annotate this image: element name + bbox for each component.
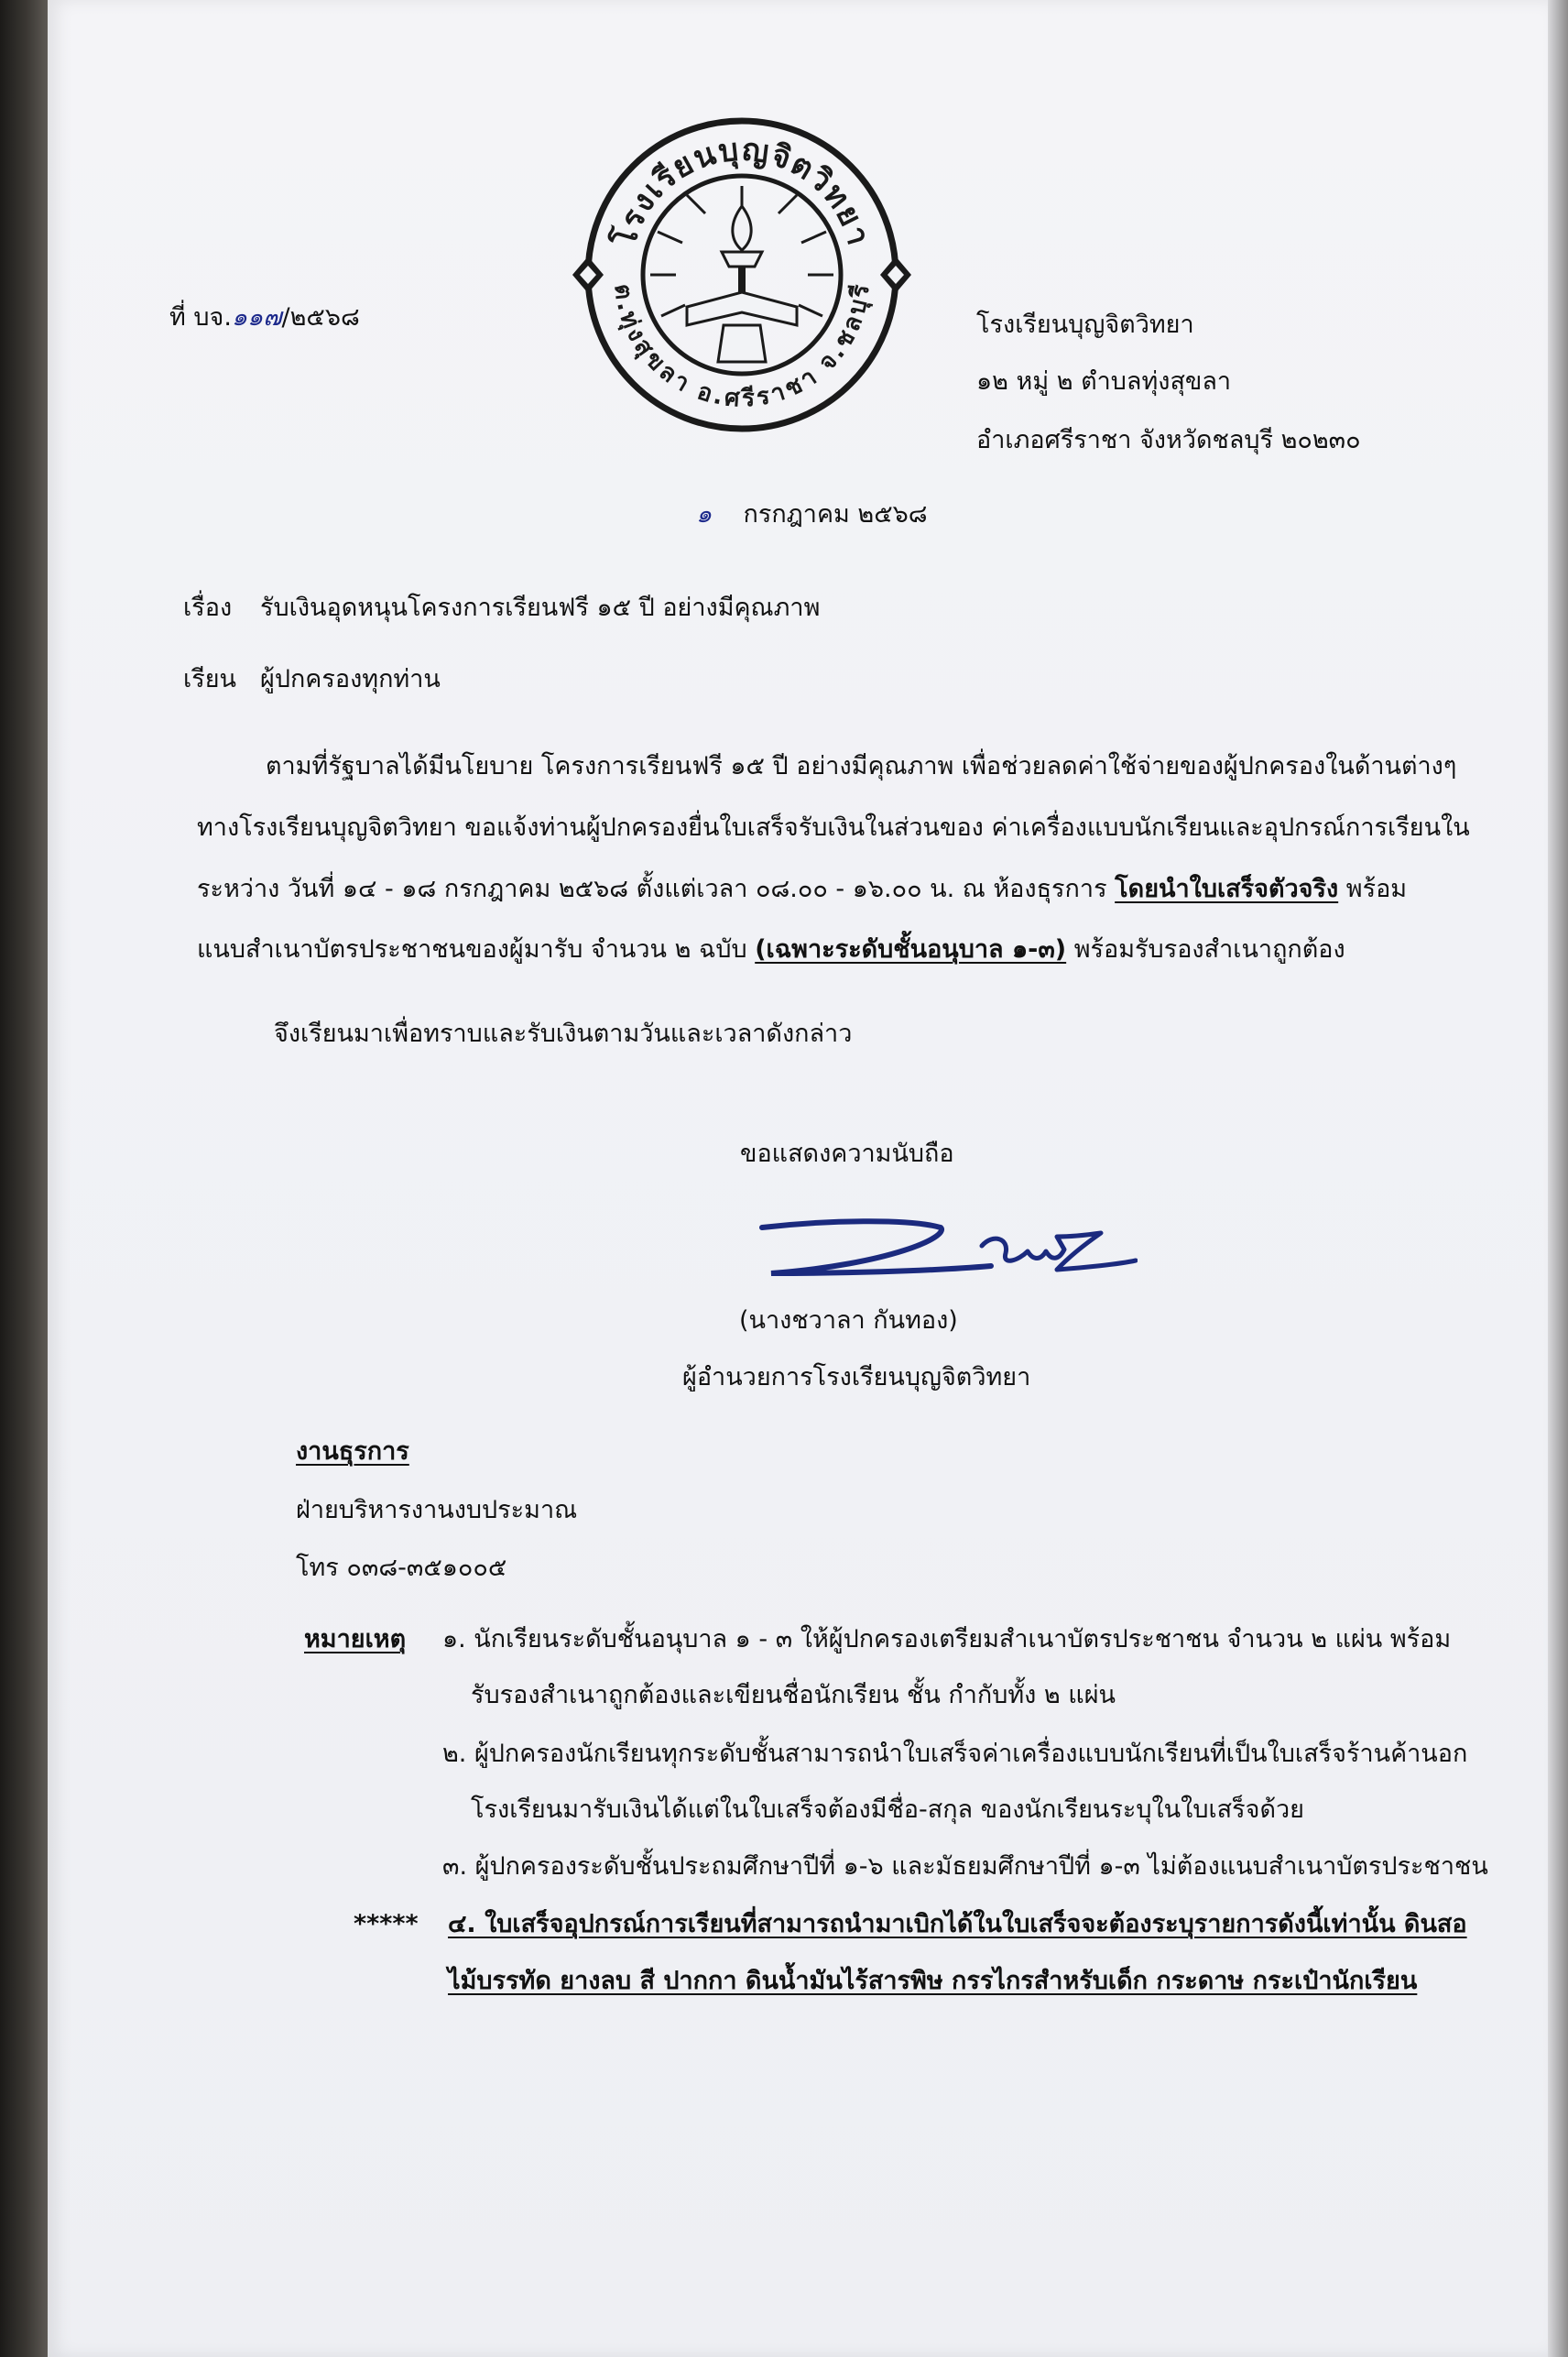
department-unit: ฝ่ายบริหารงานงบประมาณ (296, 1496, 578, 1524)
reference-suffix: /๒๕๖๘ (281, 303, 360, 332)
salutation-text: ผู้ปกครองทุกท่าน (260, 665, 441, 693)
department-phone: โทร ๐๓๘-๓๕๑๐๐๕ (296, 1554, 507, 1582)
subject-text: รับเงินอุดหนุนโครงการเรียนฟรี ๑๕ ปี อย่างมีคุณภาพ (260, 594, 821, 622)
body-line-2: ทางโรงเรียนบุญจิตวิทยา ขอแจ้งท่านผู้ปกครองยื่นใบเสร็จรับเงินในส่วนของ ค่าเครื่องแบบนักเรียนและอุปกรณ์การเรียนใน (197, 813, 1470, 842)
seal-top-text: โรงเรียนบุญจิตวิทยา (606, 131, 877, 251)
letter-date (696, 499, 928, 530)
date-day-handwritten: ๑ (696, 500, 713, 529)
body-line-3 (197, 874, 1407, 905)
body-line-4-tail: พร้อมรับรองสำเนาถูกต้อง (1066, 935, 1345, 964)
photo-right-edge (1548, 0, 1568, 2357)
note-1-line-2: รับรองสำเนาถูกต้องและเขียนชื่อนักเรียน ชั้น กำกับทั้ง ๒ แผ่น (471, 1681, 1116, 1709)
regards: ขอแสดงความนับถือ (740, 1140, 954, 1168)
salutation-label: เรียน (183, 665, 237, 693)
body-line-3-tail: พร้อม (1338, 875, 1408, 903)
date-month-year: กรกฎาคม ๒๕๖๘ (743, 500, 928, 529)
subject-label: เรื่อง (183, 594, 233, 622)
note-2-line-1: ๒. ผู้ปกครองนักเรียนทุกระดับชั้นสามารถนำใบเสร็จค่าเครื่องแบบนักเรียนที่เป็นใบเสร็จร้านค้านอก (442, 1740, 1468, 1768)
body-line-3-text: ระหว่าง วันที่ ๑๔ - ๑๘ กรกฎาคม ๒๕๖๘ ตั้งแต่เวลา ๐๘.๐๐ - ๑๖.๐๐ น. ณ ห้องธุรการ (197, 875, 1116, 903)
note-3-line-1: ๓. ผู้ปกครองระดับชั้นประถมศึกษาปีที่ ๑-๖ และมัธยมศึกษาปีที่ ๑-๓ ไม่ต้องแนบสำเนาบัตรประชาชน (442, 1852, 1488, 1881)
note-4-line-2: ไม้บรรทัด ยางลบ สี ปากกา ดินน้ำมันไร้สารพิษ กรรไกรสำหรับเด็ก กระดาษ กระเป๋านักเรียน (448, 1967, 1418, 1995)
note-4-stars: ***** (354, 1910, 419, 1938)
photo-left-edge (0, 0, 48, 2357)
reference-number (169, 302, 360, 333)
reference-prefix: ที่ บจ. (169, 303, 232, 332)
address-line-2: อำเภอศรีราชา จังหวัดชลบุรี ๒๐๒๓๐ (976, 426, 1361, 454)
school-seal (568, 96, 916, 449)
school-name: โรงเรียนบุญจิตวิทยา (976, 311, 1194, 339)
seal-bottom-text: ต.ทุ่งสุขลา อ.ศรีราชา จ.ชลบุรี (608, 282, 876, 413)
signature (753, 1200, 1138, 1301)
body-line-4-emphasis: (เฉพาะระดับชั้นอนุบาล ๑-๓) (755, 935, 1067, 964)
address-line-1: ๑๒ หมู่ ๒ ตำบลทุ่งสุขลา (976, 367, 1232, 396)
closing-paragraph: จึงเรียนมาเพื่อทราบและรับเงินตามวันและเวลาดังกล่าว (274, 1020, 853, 1048)
body-line-4 (197, 934, 1345, 966)
note-2-line-2: โรงเรียนมารับเงินได้แต่ในใบเสร็จต้องมีชื่อ-สกุล ของนักเรียนระบุในใบเสร็จด้วย (471, 1795, 1304, 1824)
signer-name: (นางชวาลา กันทอง) (739, 1306, 958, 1335)
body-line-4-text: แนบสำเนาบัตรประชาชนของผู้มารับ จำนวน ๒ ฉบับ (197, 935, 756, 964)
reference-handwritten-number: ๑๑๗ (231, 303, 282, 332)
note-4-line-1: ๔. ใบเสร็จอุปกรณ์การเรียนที่สามารถนำมาเบิกได้ในใบเสร็จจะต้องระบุรายการดังนี้เท่านั้น ดินสอ (448, 1910, 1467, 1938)
body-line-1: ตามที่รัฐบาลได้มีนโยบาย โครงการเรียนฟรี ๑๕ ปี อย่างมีคุณภาพ เพื่อช่วยลดค่าใช้จ่ายของผู้ปกครองในด้านต่างๆ (266, 752, 1457, 780)
note-1-line-1: ๑. นักเรียนระดับชั้นอนุบาล ๑ - ๓ ให้ผู้ปกครองเตรียมสำเนาบัตรประชาชน จำนวน ๒ แผ่น พร้อม (442, 1625, 1452, 1653)
department-label: งานธุรการ (296, 1437, 409, 1466)
notes-label: หมายเหตุ (304, 1625, 407, 1653)
letter-page (48, 0, 1548, 2357)
signer-title: ผู้อำนวยการโรงเรียนบุญจิตวิทยา (682, 1363, 1031, 1391)
body-line-3-emphasis: โดยนำใบเสร็จตัวจริง (1115, 875, 1339, 903)
